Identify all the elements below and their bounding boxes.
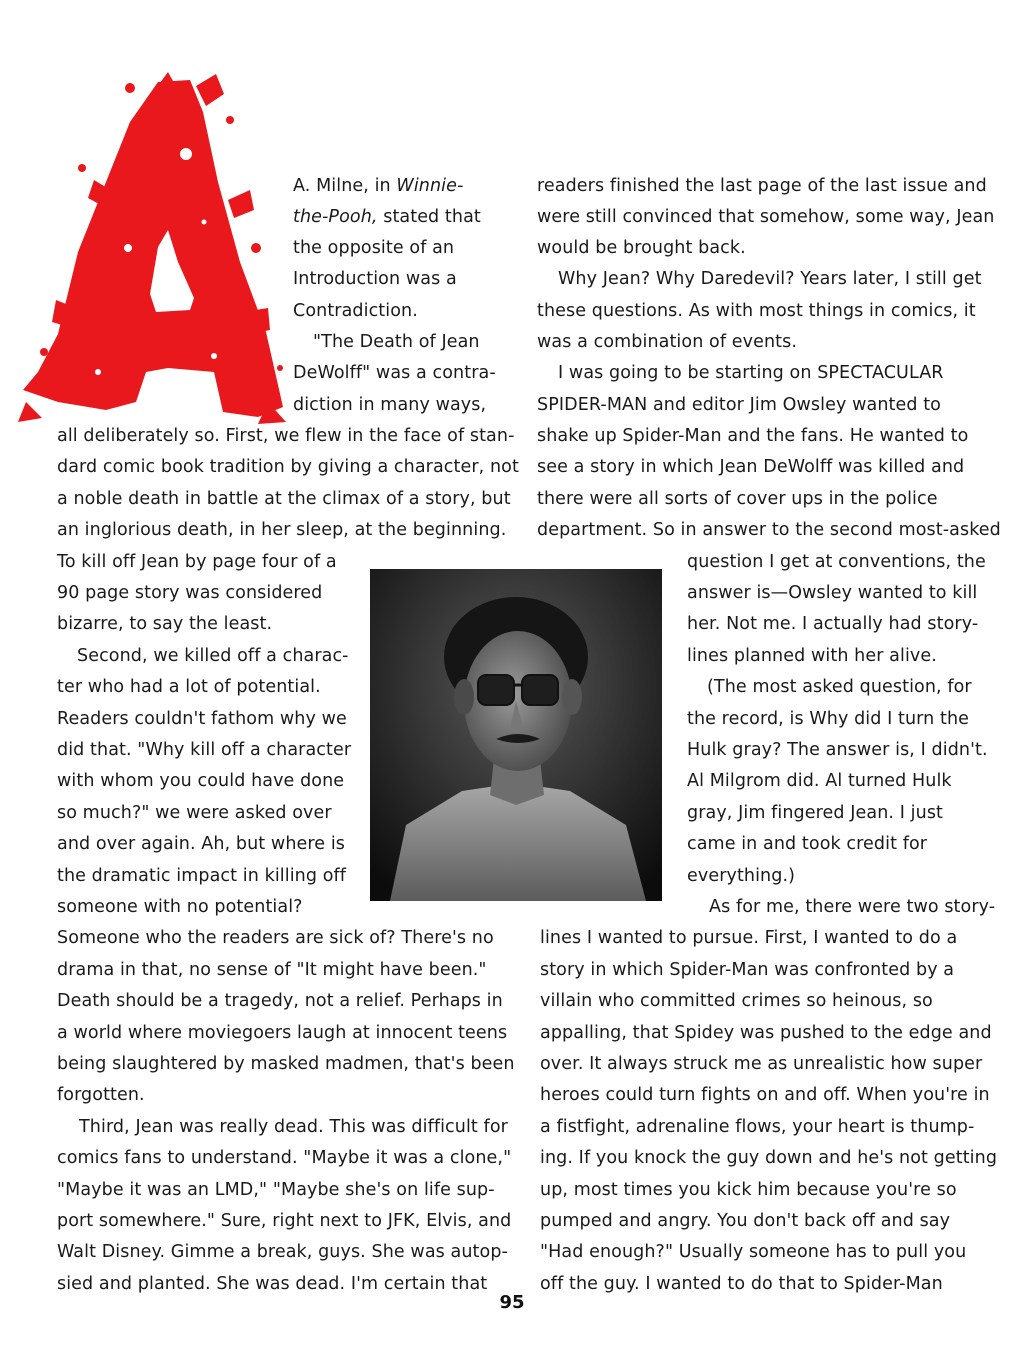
left-line: 90 page story was considered	[57, 583, 323, 603]
page-number: 95	[499, 1292, 525, 1313]
left-line: a world where moviegoers laugh at innocent teens	[57, 1023, 508, 1043]
left-line: A. Milne, in Winnie-	[293, 176, 464, 196]
dropcap-letter-a	[18, 72, 288, 432]
right-line: villain who committed crimes so heinous, so	[540, 991, 933, 1011]
right-line: the record, is Why did I turn the	[687, 709, 970, 729]
left-line: Someone who the readers are sick of? There's no	[57, 928, 494, 948]
right-line: shake up Spider-Man and the fans. He wanted to	[537, 426, 969, 446]
left-line: Introduction was a	[293, 269, 457, 289]
right-line: gray, Jim fingered Jean. I just	[687, 803, 944, 823]
left-line: forgotten.	[57, 1085, 145, 1105]
author-portrait-photo	[370, 569, 662, 901]
left-line: Death should be a tragedy, not a relief. Perhaps in	[57, 991, 503, 1011]
right-line: As for me, there were two story-	[709, 897, 996, 917]
left-line: Contradiction.	[293, 301, 418, 321]
left-line: Walt Disney. Gimme a break, guys. She was autop-	[57, 1242, 508, 1262]
left-line: the dramatic impact in killing off	[57, 866, 347, 886]
right-line: story in which Spider-Man was confronted by a	[540, 960, 955, 980]
dropcap-splatter-icon	[18, 72, 288, 432]
left-line: port somewhere." Sure, right next to JFK, Elvis, and	[57, 1211, 512, 1231]
left-line: being slaughtered by masked madmen, that's been	[57, 1054, 515, 1074]
left-line: Readers couldn't fathom why we	[57, 709, 347, 729]
right-line: lines planned with her alive.	[687, 646, 937, 666]
left-line: bizarre, to say the least.	[57, 614, 273, 634]
left-line: a noble death in battle at the climax of a story, but	[57, 489, 511, 509]
right-line: lines I wanted to pursue. First, I wanted to do a	[540, 928, 958, 948]
right-line: were still convinced that somehow, some way, Jean	[537, 207, 995, 227]
left-line: the opposite of an	[293, 238, 455, 258]
right-line: a fistfight, adrenaline flows, your heart is thump-	[540, 1117, 975, 1137]
left-line: ter who had a lot of potential.	[57, 677, 321, 697]
right-line: off the guy. I wanted to do that to Spider-Man	[540, 1274, 943, 1294]
right-line: came in and took credit for	[687, 834, 928, 854]
right-line: I was going to be starting on SPECTACULAR	[558, 363, 944, 383]
right-line: pumped and angry. You don't back off and say	[540, 1211, 951, 1231]
right-line: see a story in which Jean DeWolff was killed and	[537, 457, 965, 477]
left-line: Third, Jean was really dead. This was difficult for	[79, 1117, 508, 1137]
left-line: "The Death of Jean	[313, 332, 480, 352]
right-line: her. Not me. I actually had story-	[687, 614, 979, 634]
right-line: "Had enough?" Usually someone has to pull you	[540, 1242, 967, 1262]
left-line: "Maybe it was an LMD," "Maybe she's on life sup-	[57, 1180, 495, 1200]
right-line: readers finished the last page of the last issue and	[537, 176, 987, 196]
left-line: the-Pooh, stated that	[293, 207, 481, 227]
right-line: department. So in answer to the second most-asked	[537, 520, 1001, 540]
right-line: Hulk gray? The answer is, I didn't.	[687, 740, 988, 760]
right-line: question I get at conventions, the	[687, 552, 986, 572]
left-line: sied and planted. She was dead. I'm certain that	[57, 1274, 488, 1294]
right-line: over. It always struck me as unrealistic how super	[540, 1054, 983, 1074]
right-line: would be brought back.	[537, 238, 746, 258]
left-line: To kill off Jean by page four of a	[57, 552, 337, 572]
right-line: Al Milgrom did. Al turned Hulk	[687, 771, 952, 791]
left-line: comics fans to understand. "Maybe it was a clone,"	[57, 1148, 512, 1168]
right-line: Why Jean? Why Daredevil? Years later, I still get	[558, 269, 982, 289]
right-line: ing. If you knock the guy down and he's not getting	[540, 1148, 998, 1168]
right-line: heroes could turn fights on and off. When you're in	[540, 1085, 990, 1105]
right-line: (The most asked question, for	[707, 677, 972, 697]
left-line: Second, we killed off a charac-	[77, 646, 349, 666]
left-line: drama in that, no sense of "It might have been."	[57, 960, 487, 980]
left-line: so much?" we were asked over	[57, 803, 332, 823]
right-line: appalling, that Spidey was pushed to the edge and	[540, 1023, 992, 1043]
left-line: someone with no potential?	[57, 897, 303, 917]
right-line: was a combination of events.	[537, 332, 798, 352]
left-line: diction in many ways,	[293, 395, 487, 415]
right-line: up, most times you kick him because you're so	[540, 1180, 957, 1200]
right-line: SPIDER-MAN and editor Jim Owsley wanted to	[537, 395, 941, 415]
right-line: these questions. As with most things in comics, it	[537, 301, 976, 321]
right-line: everything.)	[687, 866, 796, 886]
left-line: did that. "Why kill off a character	[57, 740, 352, 760]
right-line: there were all sorts of cover ups in the police	[537, 489, 938, 509]
left-line: DeWolff" was a contra-	[293, 363, 496, 383]
left-line: all deliberately so. First, we flew in the face of stan-	[57, 426, 515, 446]
right-line: answer is—Owsley wanted to kill	[687, 583, 978, 603]
left-line: and over again. Ah, but where is	[57, 834, 346, 854]
portrait-image	[370, 569, 662, 901]
left-line: an inglorious death, in her sleep, at the beginning.	[57, 520, 507, 540]
left-line: with whom you could have done	[57, 771, 345, 791]
left-line: dard comic book tradition by giving a character, not	[57, 457, 519, 477]
